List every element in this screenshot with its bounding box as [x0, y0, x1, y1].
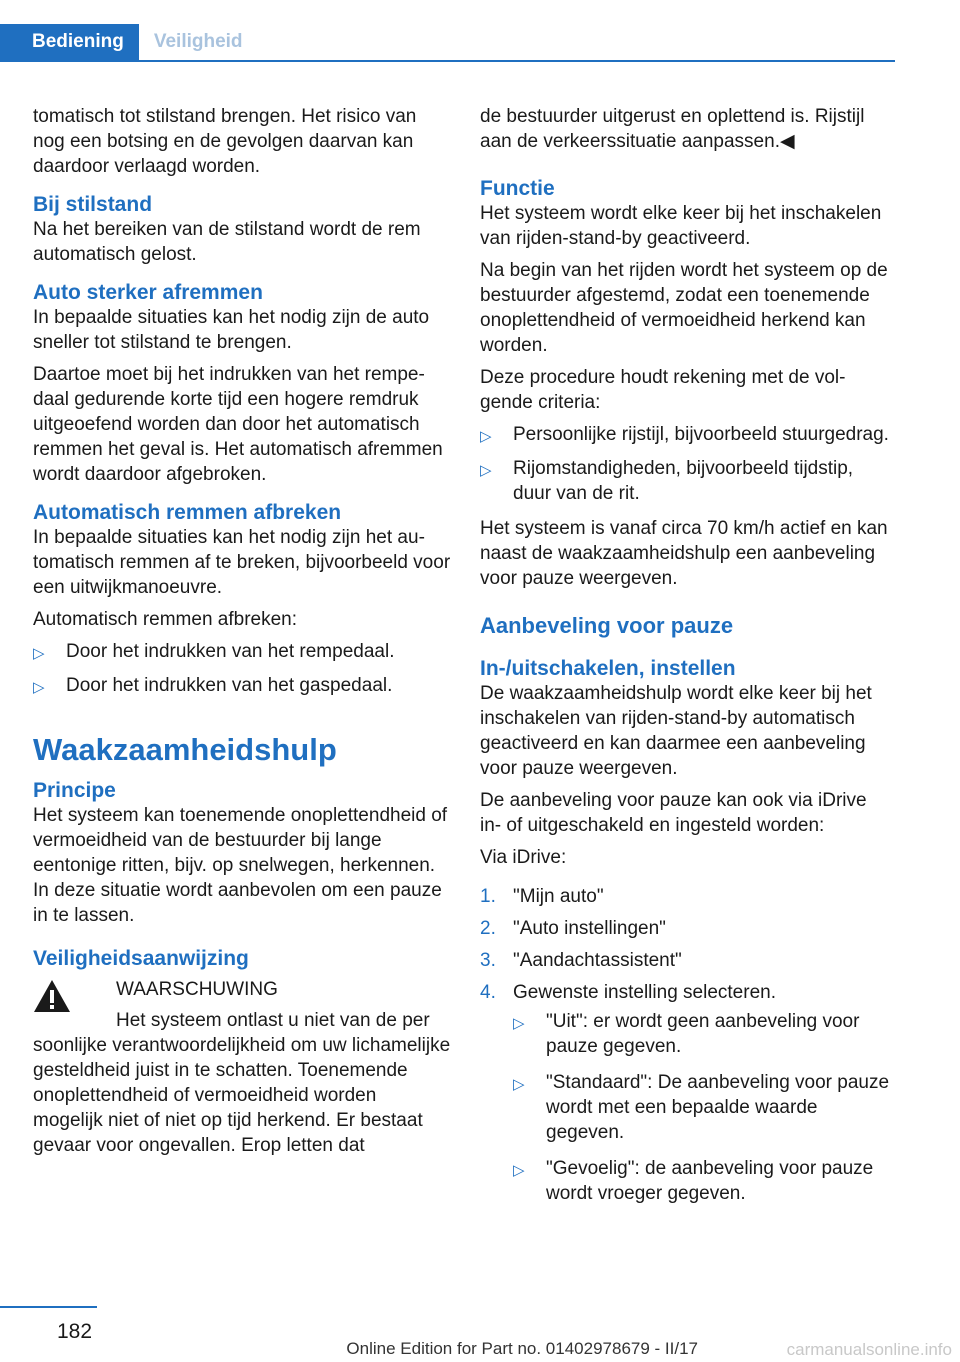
- page-number: 182: [57, 1320, 93, 1343]
- tab-bediening[interactable]: Bediening: [0, 24, 139, 60]
- list-item: ▷ Persoonlijke rijstijl, bijvoorbeeld stuurgedrag.: [480, 422, 890, 449]
- step-number: 2.: [480, 918, 496, 939]
- paragraph: Na het bereiken van de stilstand wordt de rem automatisch gelost.: [33, 219, 421, 265]
- list-item: ▷ Door het indrukken van het rempedaal.: [33, 639, 451, 666]
- paragraph: tomatisch tot stilstand brengen. Het risico van nog een botsing en de gevolgen daarvan kan daardoor verlaagd worden.: [33, 106, 417, 177]
- paragraph: In bepaalde situaties kan het nodig zijn de auto sneller tot stilstand te brengen.: [33, 307, 430, 353]
- triangle-right-icon: ▷: [513, 1162, 525, 1179]
- idrive-steps: [480, 884, 890, 1206]
- header-divider: [0, 60, 895, 62]
- paragraph: Via iDrive:: [480, 847, 567, 868]
- triangle-right-icon: ▷: [513, 1076, 525, 1093]
- afbreken-list: [33, 639, 451, 700]
- triangle-right-icon: ▷: [480, 428, 492, 445]
- right-column: [480, 104, 890, 1217]
- step-number: 4.: [480, 982, 496, 1003]
- sub-options-list: [513, 1009, 890, 1206]
- warning-box: [33, 977, 451, 1158]
- step-item: 3. "Aandachtassistent": [480, 950, 682, 971]
- warning-text-first: Het systeem ontlast u niet van de per: [116, 1010, 430, 1031]
- step-item: 2. "Auto instellingen": [480, 918, 666, 939]
- heading-veiligheidsaanwijzing: Veiligheidsaanwijzing: [33, 947, 249, 970]
- heading-functie: Functie: [480, 177, 555, 200]
- warning-text: soonlijke verantwoordelijkheid om uw lichamelijke gesteldheid juist in te schatten. Toenemende onoplettendheid of vermoeidheid worden mogelijk niet of niet op tijd herkend. Er bestaat gevaar voor ongevallen. Erop letten dat: [33, 1035, 451, 1156]
- list-item: ▷ Door het indrukken van het gaspedaal.: [33, 673, 451, 700]
- step-item: 1. "Mijn auto": [480, 886, 604, 907]
- list-item: ▷ "Standaard": De aanbeveling voor pauze wordt met een bepaalde waarde gegeven.: [513, 1072, 890, 1143]
- paragraph: Na begin van het rijden wordt het systeem op de bestuurder afgestemd, zodat een toenemende onoplettendheid of vermoeidheid herkend kan worden.: [480, 260, 888, 356]
- step-number: 1.: [480, 886, 496, 907]
- paragraph: Daartoe moet bij het indrukken van het rempedaal gedurende korte tijd een hogere remdruk uitgeoefend worden dan door het automatisch remmen het geval is. Het automatisch afremmen wordt daardoor afgebroken.: [33, 364, 443, 485]
- footer-divider: [0, 1306, 97, 1308]
- heading-automatisch-remmen-afbreken: Automatisch remmen afbreken: [33, 501, 342, 524]
- step-number: 3.: [480, 950, 496, 971]
- paragraph: Automatisch remmen afbreken:: [33, 609, 298, 630]
- heading-in-uitschakelen: In-/uitschakelen, instellen: [480, 657, 736, 680]
- list-item: ▷ Rijomstandigheden, bijvoorbeeld tijdstip, duur van de rit.: [480, 458, 854, 504]
- edition-label: Online Edition for Part no. 01402978679 - II/17: [346, 1339, 698, 1358]
- triangle-right-icon: ▷: [33, 645, 45, 662]
- triangle-right-icon: ▷: [33, 679, 45, 696]
- paragraph: Het systeem wordt elke keer bij het inschakelen van rijden-stand-by geactiveerd.: [480, 203, 882, 249]
- paragraph: In bepaalde situaties kan het nodig zijn het automatisch remmen af te breken, bijvoorbeeld voor een uitwijkmanoeuvre.: [33, 527, 451, 598]
- criteria-list: [480, 422, 890, 506]
- heading-auto-sterker-afremmen: Auto sterker afremmen: [33, 281, 263, 304]
- triangle-right-icon: ▷: [513, 1015, 525, 1032]
- warning-triangle-icon: [33, 979, 71, 1013]
- heading-bij-stilstand: Bij stilstand: [33, 193, 153, 216]
- step-item: 4. Gewenste instelling selecteren. ▷ "Uit": er wordt geen aanbeveling voor pauze gegeven. ▷ "Standaard": De aanbeveling voor pauze wordt met een bepaalde waarde gegeven. ▷ "Gevoelig": de aanbeveling voor pauze wordt vroeger gegeven.: [480, 982, 890, 1204]
- paragraph: Het systeem kan toenemende onoplettendheid of vermoeidheid van de bestuurder bij lange eentonige ritten, bijv. op snelwegen, herkennen. In deze situatie wordt aanbevolen om een pauze in te lassen.: [33, 805, 448, 926]
- tab-veiligheid[interactable]: Veiligheid: [153, 31, 243, 52]
- paragraph: de bestuurder uitgerust en oplettend is. Rijstijl aan de verkeerssituatie aanpassen.◀: [480, 106, 865, 152]
- paragraph: De aanbeveling voor pauze kan ook via iDrive in- of uitgeschakeld en ingesteld worden:: [480, 790, 867, 836]
- list-item: ▷ "Gevoelig": de aanbeveling voor pauze wordt vroeger gegeven.: [513, 1158, 874, 1204]
- warning-title: WAARSCHUWING: [116, 979, 278, 1000]
- heading-principe: Principe: [33, 779, 116, 802]
- left-column: [33, 104, 451, 1165]
- paragraph: Het systeem is vanaf circa 70 km/h actief en kan naast de waakzaamheidshulp een aanbeveling voor pauze weergeven.: [480, 518, 888, 589]
- watermark: carmanualsonline.info: [786, 1340, 952, 1359]
- triangle-right-icon: ▷: [480, 462, 492, 479]
- header-tabs: [0, 24, 895, 62]
- list-item: ▷ "Uit": er wordt geen aanbeveling voor pauze gegeven.: [513, 1011, 860, 1057]
- heading-aanbeveling-voor-pauze: Aanbeveling voor pauze: [480, 613, 734, 638]
- paragraph: Deze procedure houdt rekening met de volgende criteria:: [480, 367, 846, 413]
- paragraph: De waakzaamheidshulp wordt elke keer bij het inschakelen van rijden-stand-by automatisch geactiveerd en kan daarmee een aanbeveling voor pauze weergeven.: [480, 683, 872, 779]
- heading-waakzaamheidshulp: Waakzaamheidshulp: [33, 732, 337, 767]
